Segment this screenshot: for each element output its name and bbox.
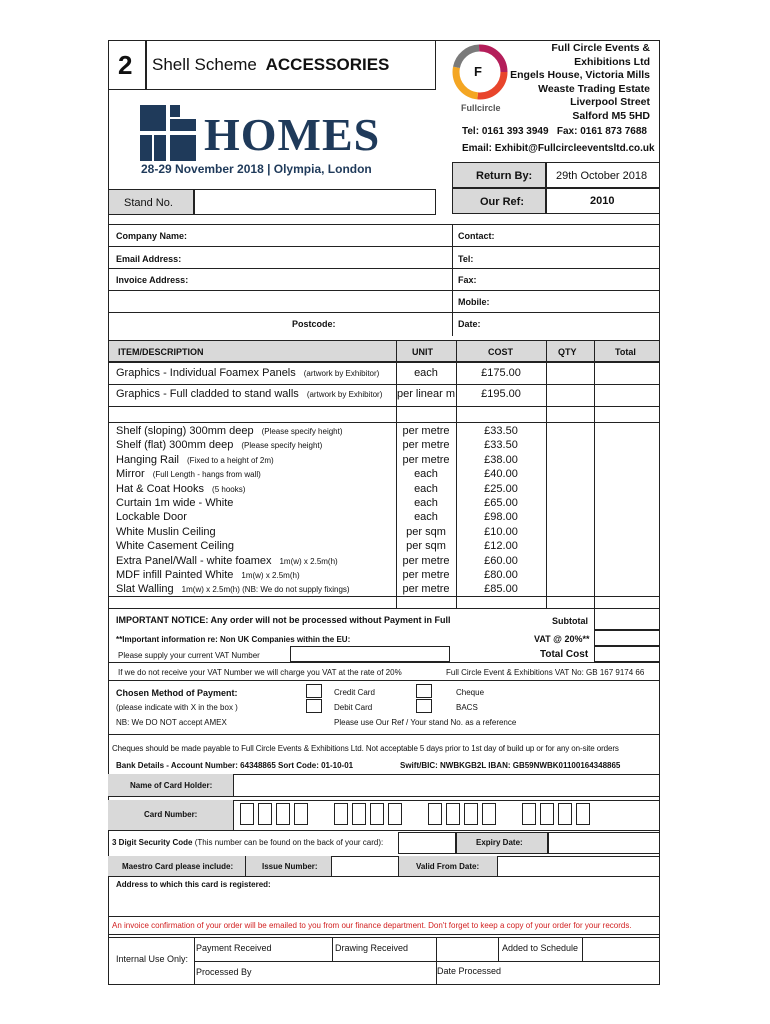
item-unit: per sqm — [406, 525, 446, 538]
card-digit-box[interactable] — [294, 803, 308, 825]
eu-info: **Important information re: Non UK Companies within the EU: — [116, 635, 351, 644]
tel-label: Tel: — [458, 254, 474, 264]
col-unit: UNIT — [412, 347, 433, 357]
bacs-checkbox[interactable] — [416, 699, 432, 713]
card-holder-input[interactable] — [234, 774, 660, 796]
invoice-address-label: Invoice Address: — [116, 275, 189, 285]
item-name: Curtain 1m wide - White — [116, 497, 234, 509]
col-qty: QTY — [558, 347, 577, 357]
debit-card-label: Debit Card — [334, 703, 373, 712]
item-cost: £33.50 — [484, 425, 518, 437]
item-unit: per metre — [402, 554, 450, 567]
homes-squares-icon — [140, 105, 196, 161]
item-cost: £12.00 — [484, 540, 518, 553]
card-digit-box[interactable] — [276, 803, 290, 825]
company-name-label: Company Name: — [116, 231, 188, 241]
table-row — [116, 511, 195, 525]
email-line: Email: Exhibit@Fullcircleeventsltd.co.uk — [462, 143, 655, 154]
title-suffix: ACCESSORIES — [265, 55, 390, 74]
vat-label: VAT @ 20%** — [534, 634, 590, 644]
total-cost-value[interactable] — [594, 646, 660, 662]
table-row — [116, 555, 338, 569]
table-row — [116, 497, 241, 511]
card-number-input[interactable] — [240, 800, 660, 830]
fax-label: Fax: — [458, 275, 477, 285]
item-unit: per metre — [402, 583, 450, 596]
item-cost: £25.00 — [484, 482, 518, 495]
item-note: 1m(w) x 2.5m(h) — [279, 556, 338, 566]
maestro-label: Maestro Card please include: — [122, 862, 234, 871]
col-total: Total — [615, 347, 636, 357]
bank-details: Bank Details - Account Number: 64348865 Sort Code: 01-10-01 — [116, 761, 354, 770]
card-digit-box[interactable] — [482, 803, 496, 825]
item-unit: each — [414, 482, 438, 495]
item-unit: per metre — [402, 425, 450, 437]
card-digit-box[interactable] — [558, 803, 572, 825]
card-digit-box[interactable] — [352, 803, 366, 825]
item-unit: each — [414, 497, 438, 509]
section-number-box — [108, 40, 146, 90]
mobile-label: Mobile: — [458, 297, 490, 307]
our-ref-label: Our Ref: — [480, 196, 524, 208]
item-cost: £10.00 — [484, 525, 518, 538]
table-row — [116, 425, 343, 439]
card-digit-box[interactable] — [464, 803, 478, 825]
payment-received-label: Payment Received — [196, 943, 272, 953]
postcode-label: Postcode: — [292, 319, 336, 329]
debit-card-checkbox[interactable] — [306, 699, 322, 713]
item-name: Slat Walling — [116, 583, 174, 596]
table-row — [116, 526, 224, 540]
item-cost: £33.50 — [484, 439, 518, 452]
item-name: Shelf (flat) 300mm deep — [116, 439, 234, 452]
item-name: Mirror — [116, 468, 145, 481]
valid-from-input[interactable] — [498, 856, 660, 876]
vat-number-input[interactable] — [290, 646, 450, 662]
item-unit: per sqm — [406, 540, 446, 553]
cheque-label: Cheque — [456, 688, 485, 697]
event-line: 28-29 November 2018 | Olympia, London — [141, 162, 372, 176]
swift-iban: Swift/BIC: NWBKGB2L IBAN: GB59NWBK01100164348865 — [400, 761, 621, 770]
logo-caption: Fullcircle — [461, 103, 501, 113]
card-holder-label: Name of Card Holder: — [130, 781, 213, 790]
card-address-label: Address to which this card is registered: — [116, 880, 271, 889]
item-unit: each — [414, 468, 438, 481]
added-to-schedule-label: Added to Schedule — [502, 943, 579, 953]
item-note: (5 hooks) — [212, 484, 246, 494]
item-unit: per metre — [402, 439, 450, 452]
subtotal-value[interactable] — [594, 608, 660, 630]
table-row — [116, 454, 274, 468]
card-digit-box[interactable] — [334, 803, 348, 825]
item-name: Hat & Coat Hooks — [116, 482, 205, 495]
supply-vat: Please supply your current VAT Number — [118, 651, 260, 660]
item-unit: per metre — [402, 569, 450, 581]
item-note: 1m(w) x 2.5m(h) (NB: We do not supply fixings) — [181, 585, 350, 595]
item-unit: per metre — [402, 453, 450, 466]
issue-input[interactable] — [332, 856, 398, 876]
date-label: Date: — [458, 319, 481, 329]
item-cost: £65.00 — [484, 497, 518, 509]
bacs-label: BACS — [456, 703, 478, 712]
email-address-label: Email Address: — [116, 254, 182, 264]
item-note: (Please specify height) — [261, 427, 343, 436]
table-row — [116, 540, 242, 554]
table-row: Graphics - Individual Foamex Panels (artwork by Exhibitor) — [116, 367, 380, 379]
important-notice: IMPORTANT NOTICE: Any order will not be processed without Payment in Full — [116, 615, 451, 625]
indicate-x: (please indicate with X in the box ) — [116, 703, 238, 712]
valid-from-label: Valid From Date: — [416, 862, 480, 871]
tel-fax: Tel: 0161 393 3949 Fax: 0161 873 7688 — [462, 126, 647, 137]
security-code-label: 3 Digit Security Code (This number can be found on the back of your card): — [112, 838, 384, 847]
security-code-input[interactable] — [398, 832, 456, 854]
item-name: Lockable Door — [116, 511, 187, 524]
item-name: White Muslin Ceiling — [116, 525, 216, 538]
item-cost: £80.00 — [484, 569, 518, 581]
cheque-checkbox[interactable] — [416, 684, 432, 698]
homes-logo — [140, 105, 400, 163]
table-row — [116, 569, 300, 583]
item-note: (Full Length - hangs from wall) — [152, 470, 261, 480]
processed-by-label: Processed By — [196, 967, 252, 977]
card-address-input[interactable] — [108, 890, 660, 916]
item-note: (Please specify height) — [241, 441, 323, 451]
amex-note: NB: We DO NOT accept AMEX — [116, 718, 227, 727]
date-processed-label: Date Processed — [437, 966, 502, 976]
card-digit-box[interactable] — [576, 803, 590, 825]
cheques-note: Cheques should be made payable to Full Circle Events & Exhibitions Ltd. Not acceptable 5 days prior to 1st day of build up or for any on-site orders — [112, 744, 619, 753]
chosen-method: Chosen Method of Payment: — [116, 688, 238, 698]
issue-label: Issue Number: — [262, 862, 318, 871]
col-item: ITEM/DESCRIPTION — [118, 347, 204, 357]
page-title — [152, 55, 389, 75]
col-cost: COST — [488, 347, 514, 357]
card-digit-box[interactable] — [240, 803, 254, 825]
item-note: (Fixed to a height of 2m) — [186, 455, 274, 465]
expiry-label: Expiry Date: — [476, 838, 523, 847]
item-cost: £38.00 — [484, 453, 518, 466]
drawing-received-label: Drawing Received — [335, 943, 409, 953]
item-unit: each — [414, 511, 438, 524]
card-digit-box[interactable] — [428, 803, 442, 825]
return-by-label: Return By: — [476, 170, 533, 182]
contact-label: Contact: — [458, 231, 495, 241]
vat-no: Full Circle Event & Exhibitions VAT No: GB 167 9174 66 — [446, 668, 645, 677]
credit-card-checkbox[interactable] — [306, 684, 322, 698]
homes-brand: HOMES — [204, 109, 381, 160]
company-address: Full Circle Events & Exhibitions Ltd Engels House, Victoria Mills Weaste Trading Estate Liverpool Street Salford M5 5HD — [510, 42, 650, 122]
table-row: Graphics - Full cladded to stand walls (artwork by Exhibitor) — [116, 388, 383, 400]
card-digit-box[interactable] — [258, 803, 272, 825]
card-number-label: Card Number: — [144, 810, 198, 819]
item-cost: £85.00 — [484, 583, 518, 596]
return-by-value: 29th October 2018 — [556, 170, 648, 182]
internal-use-label: Internal Use Only: — [116, 954, 189, 964]
total-cost-label: Total Cost — [540, 649, 589, 660]
table-row — [116, 483, 245, 497]
our-ref-value: 2010 — [590, 195, 615, 207]
card-digit-box[interactable] — [370, 803, 384, 825]
expiry-input[interactable] — [548, 832, 660, 854]
table-row — [116, 439, 322, 453]
item-cost: £98.00 — [484, 511, 518, 524]
item-cost: £60.00 — [484, 554, 518, 567]
item-name: White Casement Ceiling — [116, 540, 234, 553]
item-name: Hanging Rail — [116, 453, 179, 466]
card-digit-box[interactable] — [446, 803, 460, 825]
item-note: 1m(w) x 2.5m(h) — [241, 571, 300, 580]
logo-letter: F — [474, 64, 482, 79]
item-name: MDF infill Painted White — [116, 569, 234, 581]
stand-label: Stand No. — [124, 197, 173, 209]
card-digit-box[interactable] — [388, 803, 402, 825]
subtotal-label: Subtotal — [552, 616, 588, 626]
stand-input[interactable] — [194, 189, 436, 215]
vat-warning: If we do not receive your VAT Number we will charge you VAT at the rate of 20% — [118, 668, 402, 677]
card-digit-box[interactable] — [522, 803, 536, 825]
invoice-note: An invoice confirmation of your order will be emailed to you from our finance department. Don't forget to keep a copy of your order for your records. — [112, 921, 632, 930]
credit-card-label: Credit Card — [334, 688, 375, 697]
section-number: 2 — [118, 50, 133, 80]
item-cost: £40.00 — [484, 468, 518, 481]
vat-value[interactable] — [594, 630, 660, 646]
ref-note: Please use Our Ref / Your stand No. as a reference — [334, 718, 517, 727]
title-prefix: Shell Scheme — [152, 55, 257, 74]
item-name: Extra Panel/Wall - white foamex — [116, 554, 272, 567]
table-row — [116, 468, 261, 482]
item-name: Shelf (sloping) 300mm deep — [116, 425, 254, 437]
card-digit-box[interactable] — [540, 803, 554, 825]
